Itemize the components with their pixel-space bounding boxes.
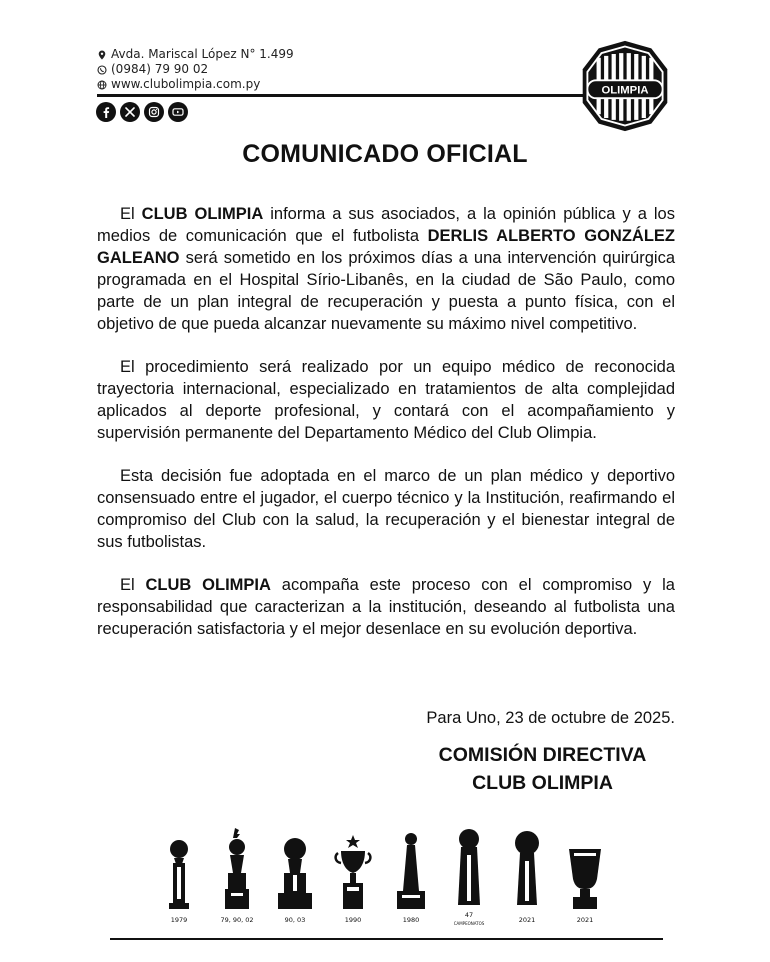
page-title: COMUNICADO OFICIAL bbox=[242, 140, 528, 168]
trophy-icon bbox=[556, 825, 614, 913]
signature-line-2: CLUB OLIMPIA bbox=[472, 772, 613, 794]
contact-info bbox=[97, 47, 294, 92]
trophy-year: 1980 bbox=[402, 916, 420, 924]
club-name-bold: CLUB OLIMPIA bbox=[141, 205, 264, 223]
x-icon[interactable] bbox=[120, 102, 140, 122]
text-run: acompaña este proceso con el compromiso y la responsabilidad que caracterizan a la institución, deseando al futbolista una recuperación satisfactoria y el mejor desenlace en su evolución deportiva. bbox=[97, 576, 675, 638]
trophy-item bbox=[150, 825, 208, 930]
header-divider bbox=[97, 94, 587, 97]
trophy-icon bbox=[324, 825, 382, 913]
phone-row bbox=[97, 62, 294, 77]
trophy-icon bbox=[498, 825, 556, 913]
phone-text: (0984) 79 90 02 bbox=[111, 62, 209, 76]
address-row bbox=[97, 47, 294, 62]
trophy-item bbox=[498, 825, 556, 930]
trophy-icon bbox=[440, 825, 498, 913]
website-link[interactable]: www.clubolimpia.com.py bbox=[111, 77, 261, 91]
trophy-item bbox=[440, 825, 498, 930]
youtube-icon[interactable] bbox=[168, 102, 188, 122]
crest-text: OLIMPIA bbox=[601, 84, 649, 97]
social-links bbox=[96, 102, 188, 122]
website-row bbox=[97, 77, 294, 92]
signature-line-1: COMISIÓN DIRECTIVA bbox=[438, 744, 647, 766]
club-name-bold: CLUB OLIMPIA bbox=[145, 576, 271, 594]
text-run: El bbox=[120, 576, 146, 594]
trophy-year bbox=[440, 911, 498, 927]
trophy-item bbox=[556, 825, 614, 930]
text-run: El procedimiento será realizado por un equipo médico de reconocida trayectoria internacional, especializado en tratamientos de alta complejidad aplicados al deporte profesional, y contará con el acompañamiento y supervisión permanente del Departamento Médico del Club Olimpia. bbox=[97, 358, 675, 442]
club-crest-logo bbox=[578, 39, 672, 133]
paragraph-3 bbox=[97, 465, 675, 553]
instagram-icon[interactable] bbox=[144, 102, 164, 122]
trophy-count: 47 bbox=[464, 911, 474, 919]
trophy-year: 1990 bbox=[344, 916, 362, 924]
location-pin-icon bbox=[97, 50, 107, 60]
text-run: informa a sus asociados, a la opinión pública y a los medios de comunicación que el futbolista bbox=[97, 205, 675, 245]
trophy-year: 2021 bbox=[576, 916, 594, 924]
trophy-icon bbox=[266, 825, 324, 913]
paragraph-1 bbox=[97, 203, 675, 335]
trophy-icon bbox=[382, 825, 440, 913]
trophy-year: 79, 90, 02 bbox=[220, 916, 254, 924]
trophy-year: 90, 03 bbox=[284, 916, 306, 924]
address-text: Avda. Mariscal López N° 1.499 bbox=[111, 47, 294, 61]
trophy-item bbox=[382, 825, 440, 930]
trophy-item bbox=[266, 825, 324, 930]
trophy-count-caption: CAMPEONATOS bbox=[453, 921, 485, 926]
whatsapp-icon bbox=[97, 65, 107, 75]
trophy-item bbox=[208, 825, 266, 930]
date-line: Para Uno, 23 de octubre de 2025. bbox=[426, 709, 675, 727]
trophy-year: 1979 bbox=[170, 916, 188, 924]
paragraph-4 bbox=[97, 574, 675, 640]
trophies-row bbox=[150, 825, 625, 930]
communique-body bbox=[97, 203, 675, 661]
trophy-year: 2021 bbox=[518, 916, 536, 924]
globe-icon bbox=[97, 80, 107, 90]
trophy-item bbox=[324, 825, 382, 930]
player-name-bold: DERLIS ALBERTO GONZÁLEZ GALEANO bbox=[97, 227, 675, 267]
trophy-icon bbox=[208, 825, 266, 913]
paragraph-2 bbox=[97, 356, 675, 444]
facebook-icon[interactable] bbox=[96, 102, 116, 122]
signature-block bbox=[405, 741, 680, 797]
footer-divider bbox=[110, 938, 663, 940]
text-run: Esta decisión fue adoptada en el marco de un plan médico y deportivo consensuado entre el jugador, el cuerpo técnico y la Institución, reafirmando el compromiso del Club con la salud, la recuperación y el bienestar integral de sus futbolistas. bbox=[97, 467, 675, 551]
text-run: El bbox=[120, 205, 142, 223]
trophy-icon bbox=[150, 825, 208, 913]
text-run: será sometido en los próximos días a una intervención quirúrgica programada en el Hospital Sírio-Libanês, en la ciudad de São Paulo, como parte de un plan integral de recuperación y puesta a punto física, con el objetivo de que pueda alcanzar nuevamente su máximo nivel competitivo. bbox=[97, 249, 675, 333]
